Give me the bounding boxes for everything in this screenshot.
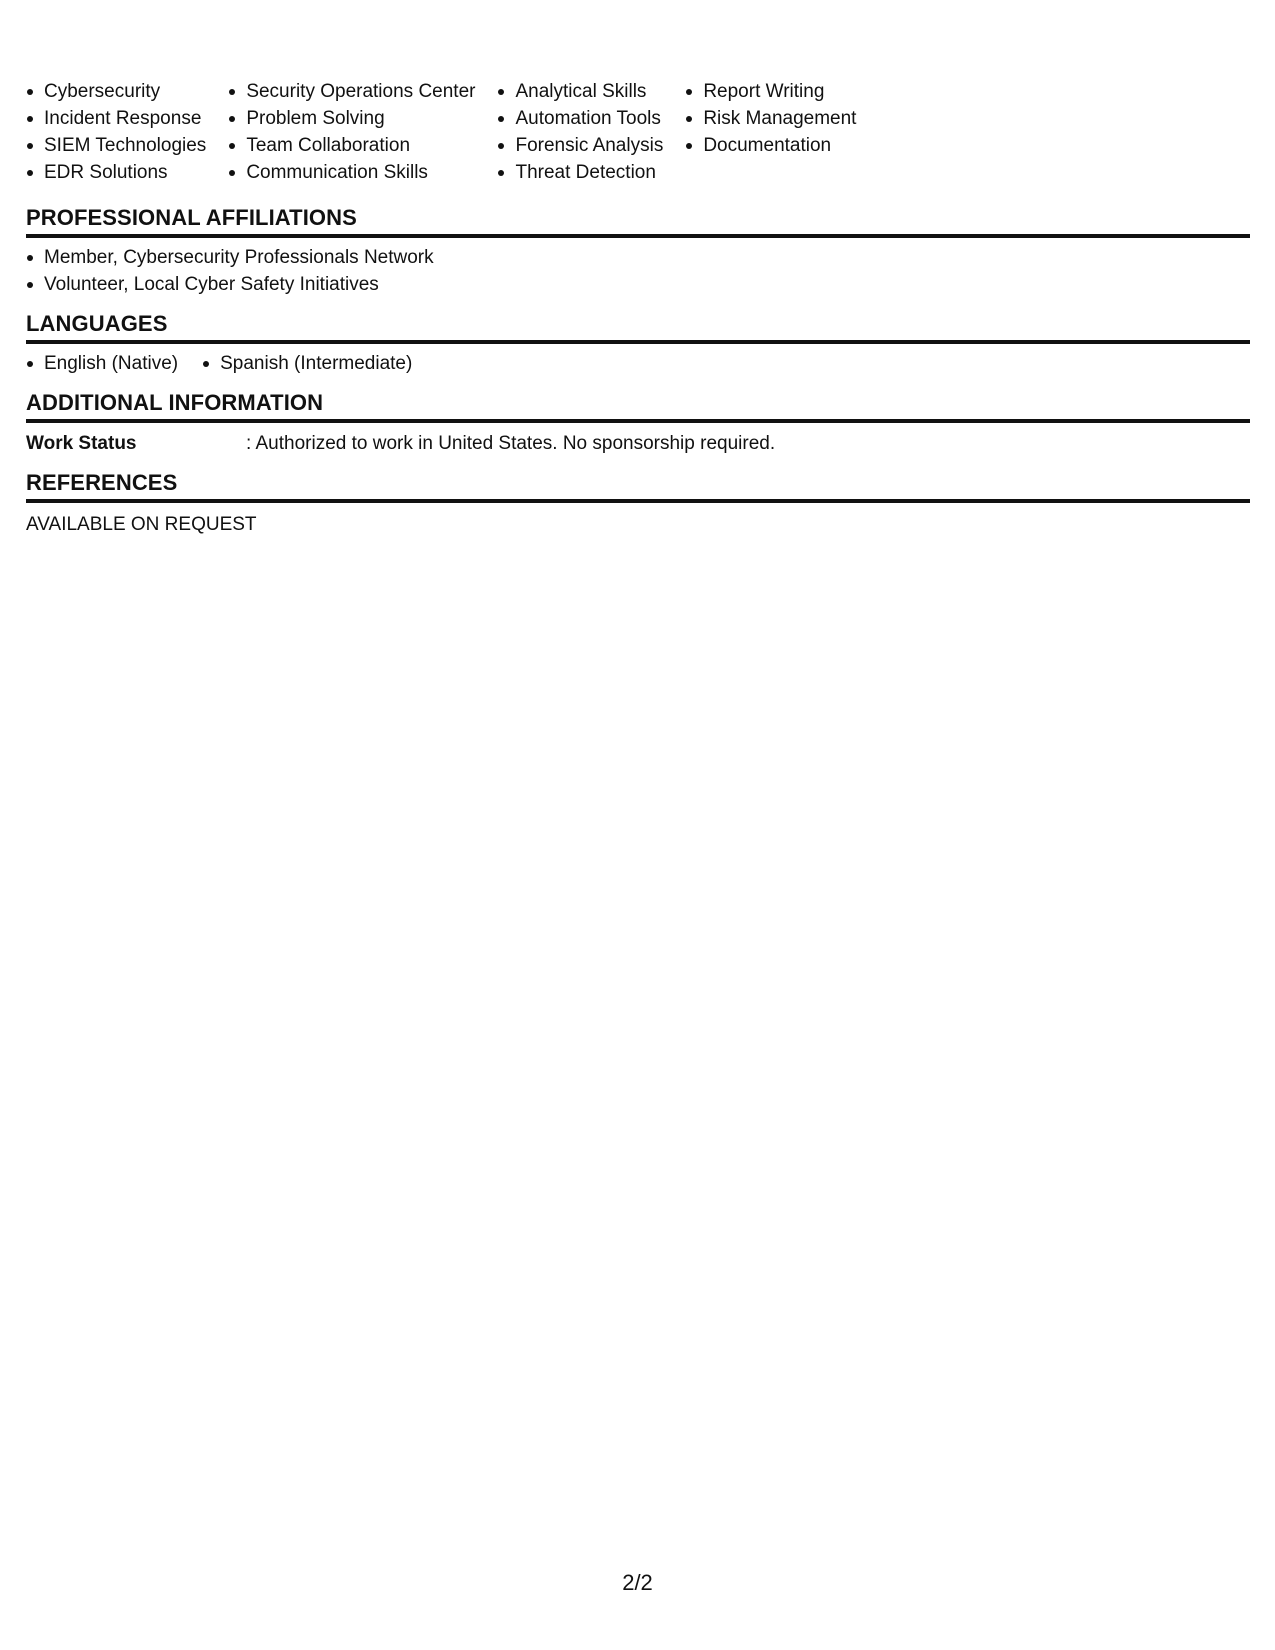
- skills-column: [26, 78, 206, 186]
- skill-item: Team Collaboration: [228, 132, 475, 159]
- references-text: AVAILABLE ON REQUEST: [26, 514, 257, 535]
- section-body: [26, 503, 1250, 538]
- work-status-value: : Authorized to work in United States. No sponsorship required.: [246, 433, 776, 454]
- language-item: English (Native): [26, 350, 178, 377]
- skill-item: Problem Solving: [228, 105, 475, 132]
- skill-item: Automation Tools: [497, 105, 663, 132]
- affiliation-item: Member, Cybersecurity Professionals Network: [26, 244, 1250, 271]
- skills-grid: [26, 78, 1250, 186]
- additional-info-section: [26, 389, 1250, 457]
- affiliation-item: Volunteer, Local Cyber Safety Initiatives: [26, 271, 1250, 298]
- skill-item: Communication Skills: [228, 159, 475, 186]
- references-section: [26, 469, 1250, 538]
- section-body: [26, 423, 1250, 457]
- section-body: [26, 238, 1250, 298]
- section-heading: LANGUAGES: [26, 310, 1250, 344]
- section-heading: REFERENCES: [26, 469, 1250, 503]
- skill-item: Report Writing: [685, 78, 856, 105]
- languages-section: [26, 310, 1250, 377]
- languages-list: [26, 350, 1250, 377]
- section-heading: ADDITIONAL INFORMATION: [26, 389, 1250, 423]
- section-heading: PROFESSIONAL AFFILIATIONS: [26, 204, 1250, 238]
- affiliations-section: [26, 204, 1250, 298]
- affiliations-list: [26, 244, 1250, 298]
- section-body: [26, 344, 1250, 377]
- skill-item: Threat Detection: [497, 159, 663, 186]
- skills-column: [685, 78, 856, 186]
- skill-item: Security Operations Center: [228, 78, 475, 105]
- skill-item: EDR Solutions: [26, 159, 206, 186]
- skill-item: Documentation: [685, 132, 856, 159]
- skill-item: Risk Management: [685, 105, 856, 132]
- skill-item: Cybersecurity: [26, 78, 206, 105]
- skill-item: Analytical Skills: [497, 78, 663, 105]
- skill-item: Forensic Analysis: [497, 132, 663, 159]
- skill-item: Incident Response: [26, 105, 206, 132]
- resume-page: [26, 78, 1250, 550]
- skill-item: SIEM Technologies: [26, 132, 206, 159]
- work-status-label: Work Status: [26, 433, 137, 454]
- skills-column: [497, 78, 663, 186]
- skills-column: [228, 78, 475, 186]
- page-number: 2/2: [622, 1570, 653, 1595]
- language-item: Spanish (Intermediate): [202, 350, 412, 377]
- work-status-row: [26, 429, 1250, 457]
